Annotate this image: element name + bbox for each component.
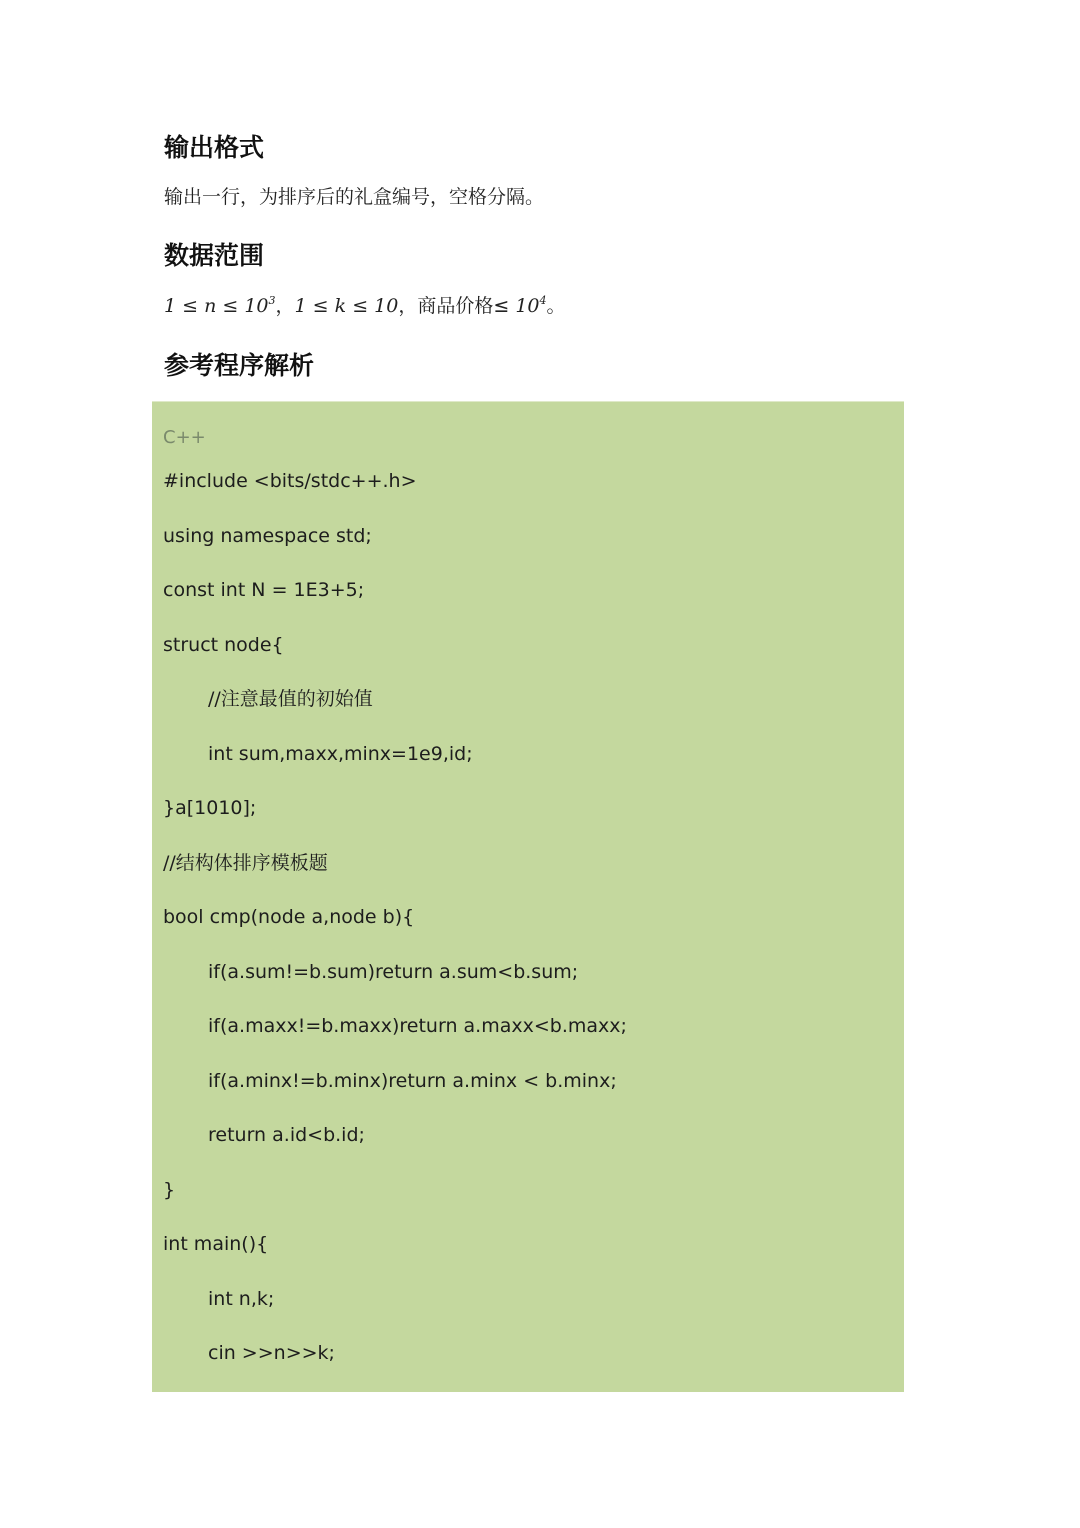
code-line: bool cmp(node a,node b){ xyxy=(163,906,415,928)
heading-reference-program: 参考程序解析 xyxy=(164,351,315,380)
code-line: if(a.maxx!=b.maxx)return a.maxx<b.maxx; xyxy=(208,1015,627,1037)
range-end: 。 xyxy=(546,295,566,317)
power-exponent: 3 xyxy=(268,294,276,307)
range-separator: ， xyxy=(275,295,295,317)
code-line: return a.id<b.id; xyxy=(208,1124,365,1146)
data-range-text xyxy=(164,292,566,320)
range-var-n: n xyxy=(204,295,217,317)
range-op: ≤ xyxy=(176,295,205,317)
power-base: 10 xyxy=(515,295,540,317)
code-line: #include <bits/stdc++.h> xyxy=(163,470,417,492)
code-line: struct node{ xyxy=(163,634,284,656)
range-var-k: k xyxy=(334,295,347,317)
range-n-lower: 1 xyxy=(164,295,177,317)
range-k-upper: 10 xyxy=(374,295,399,317)
range-k-lower: 1 xyxy=(294,295,307,317)
heading-output-format: 输出格式 xyxy=(164,133,265,162)
code-line: cin >>n>>k; xyxy=(208,1342,335,1364)
range-op: ≤ xyxy=(216,295,245,317)
range-op: ≤ xyxy=(306,295,335,317)
output-format-text: 输出一行，为排序后的礼盒编号，空格分隔。 xyxy=(164,186,545,208)
code-block xyxy=(152,401,904,1392)
code-line: if(a.minx!=b.minx)return a.minx < b.minx; xyxy=(208,1070,617,1092)
code-line: //结构体排序模板题 xyxy=(163,852,328,874)
code-line: int n,k; xyxy=(208,1288,275,1310)
range-op: ≤ xyxy=(346,295,375,317)
code-line: int main(){ xyxy=(163,1233,269,1255)
code-line: using namespace std; xyxy=(163,525,372,547)
range-price-label: ，商品价格≤ xyxy=(398,295,516,317)
code-line: int sum,maxx,minx=1e9,id; xyxy=(208,743,473,765)
code-line: } xyxy=(163,1179,176,1201)
code-line: //注意最值的初始值 xyxy=(208,688,373,710)
range-n-upper xyxy=(244,295,275,317)
range-price-upper xyxy=(515,295,546,317)
code-line: if(a.sum!=b.sum)return a.sum<b.sum; xyxy=(208,961,579,983)
power-base: 10 xyxy=(244,295,269,317)
code-language-label: C++ xyxy=(163,427,206,448)
code-line: const int N = 1E3+5; xyxy=(163,579,365,601)
heading-data-range: 数据范围 xyxy=(164,241,265,270)
power-exponent: 4 xyxy=(539,294,547,307)
code-line: }a[1010]; xyxy=(163,797,257,819)
